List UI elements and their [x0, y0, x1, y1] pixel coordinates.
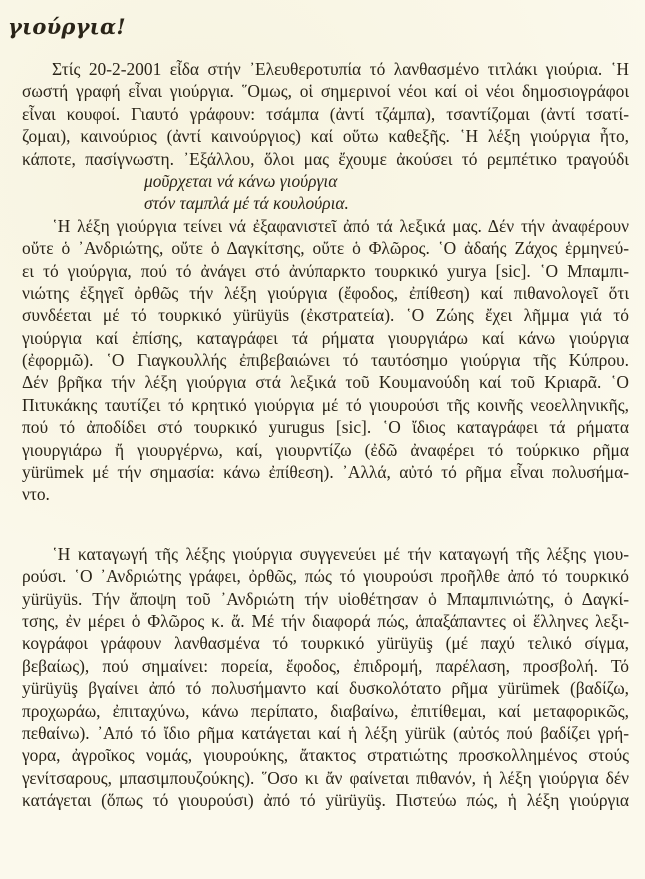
text-line: κατάγεται (ὅπως τό γιουρούσι) ἀπό τό yürüyüş. Πιστεύω πώς, ἡ λέξη γιούργια [22, 790, 629, 811]
text-line: πού τό ἀποδίδει στό τουρκικό yurugus [sic]. ῾Ο ἴδιος καταγράφει τά ρήματα [22, 417, 629, 438]
text-line: ῾Η καταγωγή τῆς λέξης γιούργια συγγενεύει μέ τήν καταγωγή τῆς λέξης γιου- [52, 543, 629, 564]
text-line: Πιτυκάκης ταυτίζει τό κρητικό γιούργια μέ τό γιουρούσι τῆς κοινῆς νεοελληνικῆς, [22, 394, 629, 415]
text-line: ντο. [22, 484, 50, 505]
text-line: (ἐφορμῶ). ῾Ο Γιαγκουλλής ἐπιβεβαιώνει τό ταυτόσημο γιούργια τῆς Κύπρου. [22, 350, 629, 371]
text-line: yürümek μέ τήν σημασία: κάνω ἐπίθεση). ᾿Αλλά, αὐτό τό ρῆμα εἶναι πολυσήμα- [22, 462, 629, 483]
text-line: νιώτης ἐξηγεῖ ὀρθῶς τήν λέξη γιούργια (ἔφοδος, ἐπίθεση) καί πιθανολογεῖ ὅτι [22, 282, 629, 303]
page-title: γιούργια! [8, 14, 126, 39]
text-line: γορα, ἀγροῖκος νομάς, γιουρούκης, ἄτακτος στρατιώτης προσκολλημένος στούς [22, 745, 629, 766]
text-line: ρούσι. ῾Ο ᾿Ανδριώτης γράφει, ὀρθῶς, πώς τό γιουρούσι προῆλθε ἀπό τό τουρκικό [22, 566, 629, 587]
text-line: κογράφοι γράφουν λανθασμένα τό τουρκικό yürüyüş (μέ παχύ τελικό σίγμα, [22, 633, 629, 654]
text-line: γενίτσαρους, μπασιμπουζούκης). ῞Οσο κι ἄν φαίνεται πιθανόν, ἡ λέξη γιούργια δέν [22, 767, 629, 788]
text-line: ει τό γιούργια, πού τό ἀνάγει στό ἀνύπαρκτο τουρκικό yurya [sic]. ῾Ο Μπαμπι- [22, 260, 629, 281]
text-line: κάποτε, πασίγνωστη. ᾿Εξάλλου, ὅλοι μας ἔχουμε ἀκούσει τό ρεμπέτικο τραγούδι [22, 148, 629, 169]
text-line: ζομαι), καινούριος (ἀντί καινούργιος) καί οὕτω καθεξῆς. ῾Η λέξη γιούργια ἦτο, [22, 126, 629, 147]
text-line: βεβαίως), πού σημαίνει: πορεία, ἔφοδος, ἐπιδρομή, παρέλαση, προσβολή. Τό [22, 655, 629, 676]
text-line: yürüyüş βγαίνει ἀπό τό πολυσήμαντο καί δυσκολότατο ρῆμα yürümek (βαδίζω, [22, 678, 629, 699]
paragraph-3 [22, 543, 629, 812]
text-line: τσης, ἐν μέρει ὁ Φλῶρος κ. ἄ. Μέ τήν διαφορά πώς, ἁπαξάπαντες οἱ ἕλληνες λεξι- [22, 610, 629, 631]
text-line: πεθαίνω). ᾿Από τό ἴδιο ρῆμα κατάγεται καί ἡ λέξη yürük (αὐτός πού βαδίζει γρή- [22, 722, 629, 743]
text-line: γιουργιάρω ἤ γιουργέρνω, καί, γιουρντίζω (ἐδῶ ἀναφέρει τό τούρκικο ρῆμα [22, 439, 629, 460]
text-line: προχωράω, ἐπιταχύνω, κάνω περίπατο, διαβαίνω, ἐπιτίθεμαι, καί μεταφορικῶς, [22, 700, 629, 721]
text-line: σωστή γραφή εἶναι γιούργια. ῞Ομως, οἱ σημερινοί νέοι καί οἱ νέοι δημοσιογράφοι [22, 81, 629, 102]
paragraph-1 [22, 58, 629, 170]
text-line: Στίς 20-2-2001 εἶδα στήν ᾿Ελευθεροτυπία τό λανθασμένο τιτλάκι γιούρια. ῾Η [52, 59, 629, 79]
text-line: ῾Η λέξη γιούργια τείνει νά ἐξαφανιστεῖ ἀπό τά λεξικά μας. Δέν τήν ἀναφέρουν [52, 215, 629, 236]
text-line: γιούργια καί ἐπίσης, καταγράφει τά ρήματα γιουργιάρω καί κάνω γιούργια [22, 327, 629, 348]
paragraph-2 [22, 215, 629, 506]
verse-line: στόν ταμπλά μέ τά κουλούρια. [144, 193, 349, 214]
text-line: συνδέεται μέ τό τουρκικό yürüyüs (ἐκστρατεία). ῾Ο Ζώης ἔχει λῆμμα γιά τό [22, 305, 629, 326]
text-line: yürüyüs. Τήν ἄποψη τοῦ ᾿Ανδριώτη τήν υἱοθέτησαν ὁ Μπαμπινιώτης, ὁ Δαγκί- [22, 588, 629, 609]
song-verse [22, 170, 629, 215]
text-line: οὔτε ὁ ᾿Ανδριώτης, οὔτε ὁ Δαγκίτσης, οὔτε ὁ Φλῶρος. ῾Ο ἀδαής Ζάχος ἑρμηνεύ- [22, 238, 629, 259]
text-line: εἶναι κουφοί. Γιαυτό γράφουν: τσάμπα (ἀντί τζάμπα), τσαντίζομαι (ἀντί τσατί- [22, 103, 629, 124]
verse-line: μοῦρχεται νά κάνω γιούργια [144, 170, 338, 191]
text-line: Δέν βρῆκα τήν λέξη γιούργια στά λεξικά τοῦ Κουμανούδη καί τοῦ Κριαρᾶ. ῾Ο [22, 372, 629, 393]
